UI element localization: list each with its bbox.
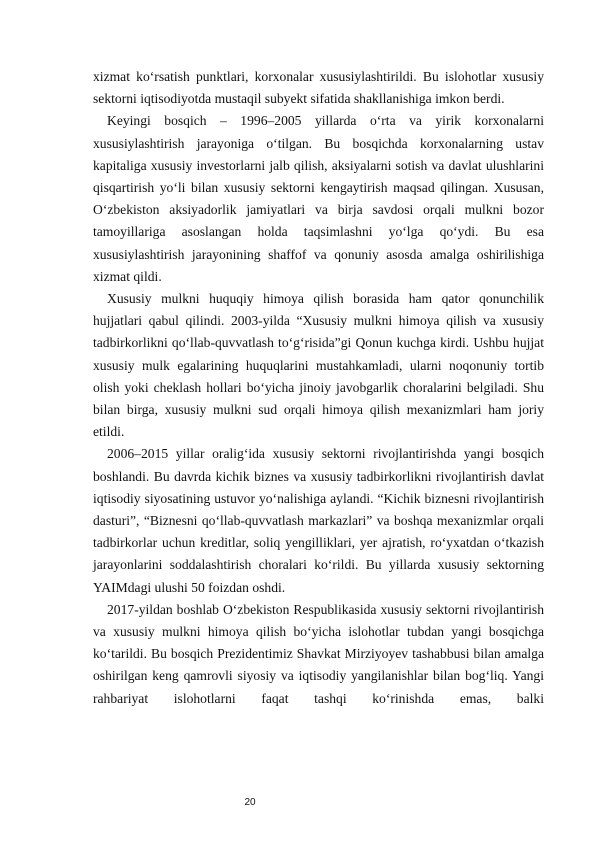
paragraph-continuation: xizmat ko‘rsatish punktlari, korxonalar xususiylashtirildi. Bu islohotlar xususiy sektorni iqtisodiyotda mustaqil subyekt sifatida shakllanishiga imkon berdi. — [93, 69, 544, 107]
paragraph-2017-reforms: 2017-yildan boshlab O‘zbekiston Respublikasida xususiy sektorni rivojlantirish va xususiy mulkni himoya qilish bo‘yicha islohotlar tubdan yangi bosqichga ko‘tarildi. Bu bosqich Prezidentimiz Shavkat Mirziyoyev tashabbusi bilan amalga oshirilgan keng qamrovli siyosiy va iqtisodiy yangilanishlar bilan bog‘liq. Yangi rahbariyat islohotlarni faqat tashqi ko‘rinishda emas, balki — [93, 601, 544, 706]
paragraph-legal-protection: Xususiy mulkni huquqiy himoya qilish borasida ham qator qonunchilik hujjatlari qabul qilindi. 2003-yilda “Xususiy mulkni himoya qilish va xususiy tadbirkorlikni qo‘llab-quvvatlash to‘g‘risida”gi Qonun kuchga kirdi. Ushbu hujjat xususiy mulk egalarining huquqlarini mustahkamladi, ularni noqonuniy tortib olish yoki cheklash hollari bo‘yicha jinoiy javobgarlik choralarini belgiladi. Shu bilan birga, xususiy mulkni sud orqali himoya qilish mexanizmlari ham joriy etildi. — [93, 291, 544, 440]
paragraph-2006-2015: 2006–2015 yillar oralig‘ida xususiy sektorni rivojlantirishda yangi bosqich boshlandi. Bu davrda kichik biznes va xususiy tadbirkorlikni rivojlantirish davlat iqtisodiy siyosatining ustuvor yo‘nalishiga aylandi. “Kichik biznesni rivojlantirish dasturi”, “Biznesni qo‘llab-quvvatlash markazlari” va boshqa mexanizmlar orqali tadbirkorlar uchun kreditlar, soliq yengilliklari, yer ajratish, ro‘yxatdan o‘tkazish jarayonlarini soddalashtirish choralari ko‘rildi. Bu yillarda xususiy sektorning YAIMdagi ulushi 50 foizdan oshdi. — [93, 446, 544, 595]
body-text — [93, 66, 544, 710]
page-number: 20 — [244, 797, 256, 808]
paragraph-second-stage: Keyingi bosqich – 1996–2005 yillarda o‘rta va yirik korxonalarni xususiylashtirish jarayoniga o‘tilgan. Bu bosqichda korxonalarning ustav kapitaliga xususiy investorlarni jalb qilish, aksiyalarni sotish va davlat ulushlarini qisqartirish yo‘li bilan xususiy sektorni kengaytirish maqsad qilingan. Xususan, O‘zbekiston aksiyadorlik jamiyatlari va birja savdosi orqali mulkni bozor tamoyillariga asoslangan holda taqsimlashni yo‘lga qo‘ydi. Bu esa xususiylashtirish jarayonining shaffof va qonuniy asosda amalga oshirilishiga xizmat qildi. — [93, 113, 544, 284]
